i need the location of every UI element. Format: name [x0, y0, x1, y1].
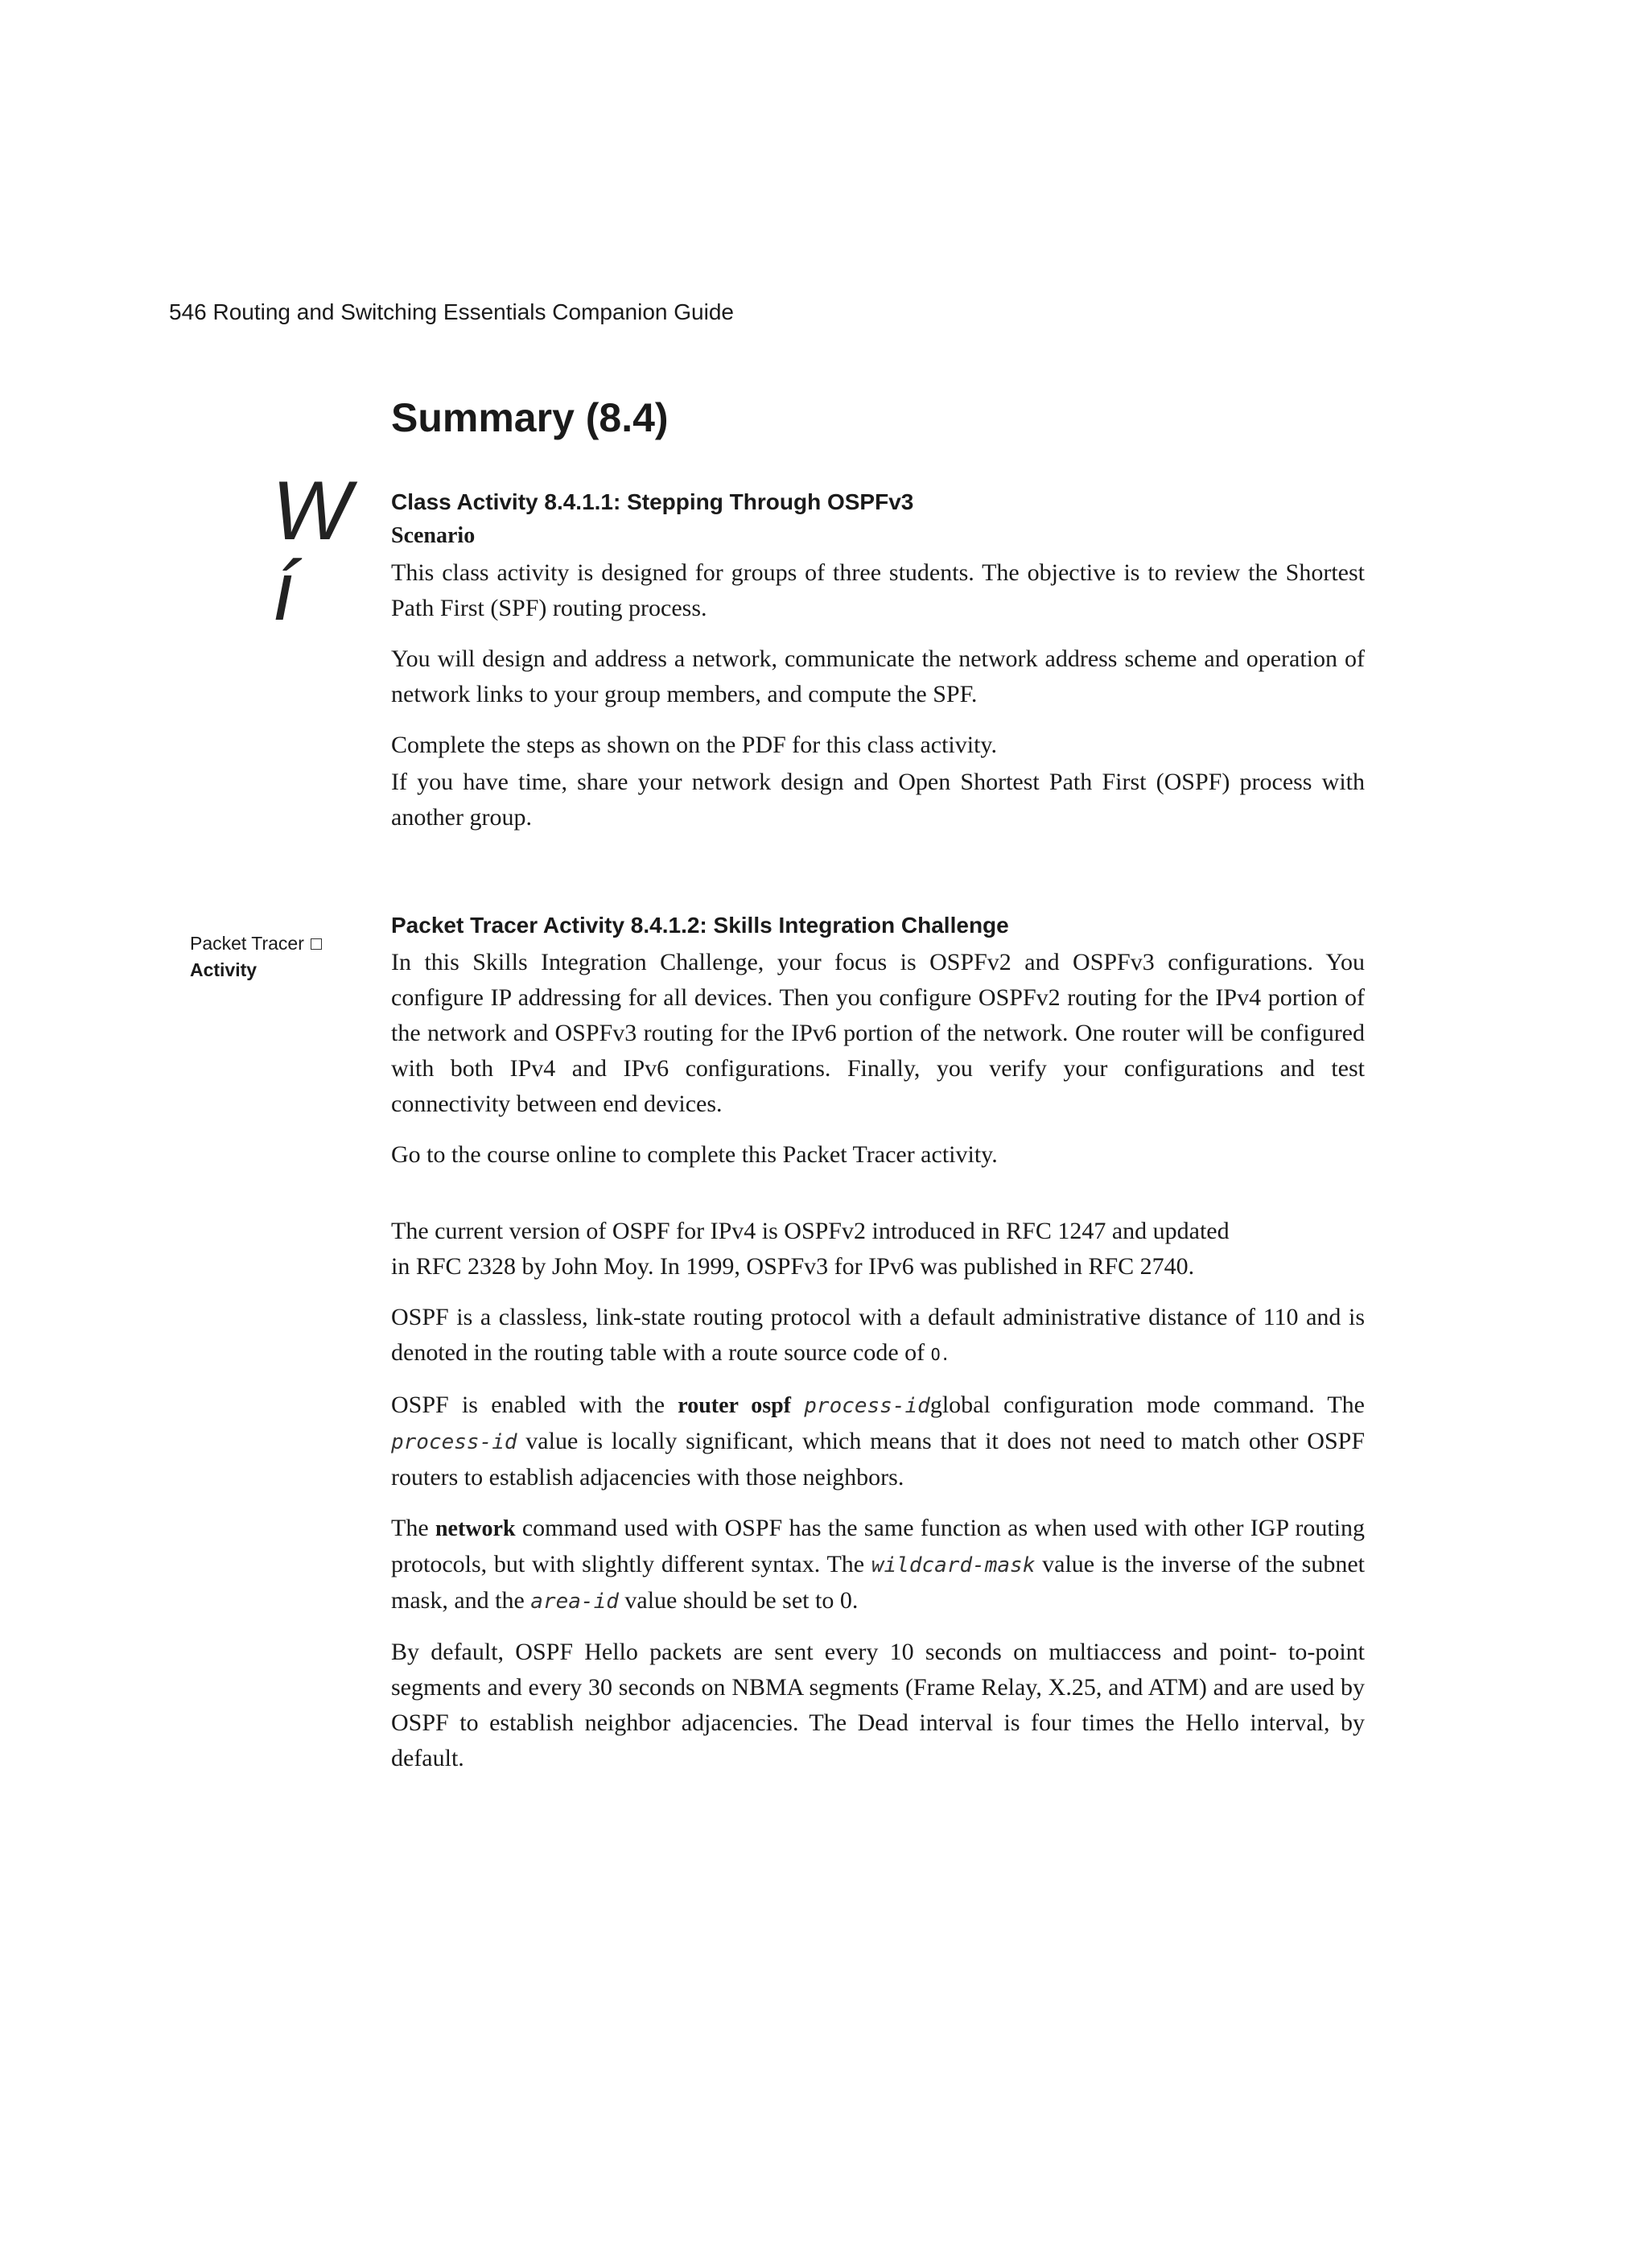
summary-paragraph: By default, OSPF Hello packets are sent every 10 seconds on multiaccess and point- to-point segments and every 30 seconds on NBMA segments (Frame Relay, X.25, and ATM) and are used by OSPF to establish neighbor adjacencies. The Dead interval is four times the Hello interval, by default. [391, 1639, 1365, 1771]
packet-tracer-section [391, 909, 1365, 1188]
summary-paragraph [391, 1511, 1365, 1619]
running-head: 546 Routing and Switching Essentials Companion Guide [169, 299, 734, 324]
class-activity-section [391, 486, 1365, 851]
wildcard-mask-arg: wildcard-mask [871, 1553, 1036, 1577]
summary-p4-text: value is the inverse of the subnet mask, and the [391, 1551, 1365, 1614]
activity-label: Activity [190, 959, 258, 980]
process-id-arg: process-id [804, 1394, 930, 1418]
class-activity-icon-bottom: í [272, 545, 295, 638]
summary-p1-line2: in RFC 2328 by John Moy. In 1999, OSPFv3 for IPv6 was published in RFC 2740. [391, 1253, 1195, 1280]
summary-paragraph [391, 1388, 1365, 1495]
summary-p4-text: command used with OSPF has the same function as when used with other IGP routing protocols, but with slightly different syntax. The [391, 1515, 1365, 1577]
route-source-code: O. [930, 1345, 950, 1364]
class-activity-heading: Class Activity 8.4.1.1: Stepping Through OSPFv3 [391, 489, 914, 514]
pt-activity-paragraph: Go to the course online to complete this Packet Tracer activity. [391, 1141, 998, 1168]
network-command: network [435, 1516, 516, 1541]
class-activity-paragraph: This class activity is designed for groups of three students. The objective is to review the Shortest Path First (SPF) routing process. [391, 559, 1365, 621]
summary-paragraph [391, 1300, 1365, 1372]
summary-section [391, 1214, 1365, 1792]
checkbox-square-icon [311, 938, 322, 950]
pt-activity-heading: Packet Tracer Activity 8.4.1.2: Skills Integration Challenge [391, 913, 1009, 938]
scenario-subheading: Scenario [391, 523, 476, 548]
class-activity-paragraph: You will design and address a network, communicate the network address scheme and operation of network links to your group members, and compute the SPF. [391, 645, 1365, 707]
pt-activity-paragraph: In this Skills Integration Challenge, your focus is OSPFv2 and OSPFv3 configurations. You configure IP addressing for all devices. Then you configure OSPFv2 routing for the IPv4 portion of the network and OSPFv3 routing for the IPv6 portion of the network. One router will be configured with both IPv4 and IPv6 configurations. Finally, you verify your configurations and test connectivity between end devices. [391, 949, 1365, 1117]
summary-p2-text: OSPF is a classless, link-state routing protocol with a default administrative distance of 110 and is denoted in the routing table with a route source code of [391, 1304, 1365, 1366]
class-activity-icon [272, 464, 352, 638]
summary-p1-line1: The current version of OSPF for IPv4 is OSPFv2 introduced in RFC 1247 and updated [391, 1218, 1230, 1244]
router-ospf-command: router ospf [678, 1393, 791, 1418]
process-id-arg: process-id [391, 1430, 517, 1454]
packet-tracer-label: Packet Tracer [190, 933, 304, 954]
summary-p3-text: global configuration mode command. The [929, 1392, 1365, 1418]
area-id-arg: area-id [530, 1590, 619, 1614]
packet-tracer-marker [190, 930, 322, 983]
class-activity-paragraph: Complete the steps as shown on the PDF for this class activity. [391, 732, 997, 758]
summary-paragraph [391, 1214, 1365, 1285]
summary-p3-text: value is locally significant, which means that it does not need to match other OSPF routers to establish adjacencies with those neighbors. [391, 1428, 1366, 1491]
summary-p4-text: The [391, 1515, 435, 1541]
class-activity-icon-top: W [272, 464, 352, 558]
summary-p3-text: OSPF is enabled with the [391, 1392, 678, 1418]
page-title: Summary (8.4) [391, 395, 669, 440]
class-activity-paragraph: If you have time, share your network design and Open Shortest Path First (OSPF) process with another group. [391, 769, 1365, 831]
summary-p4-text: value should be set to 0. [624, 1587, 859, 1614]
